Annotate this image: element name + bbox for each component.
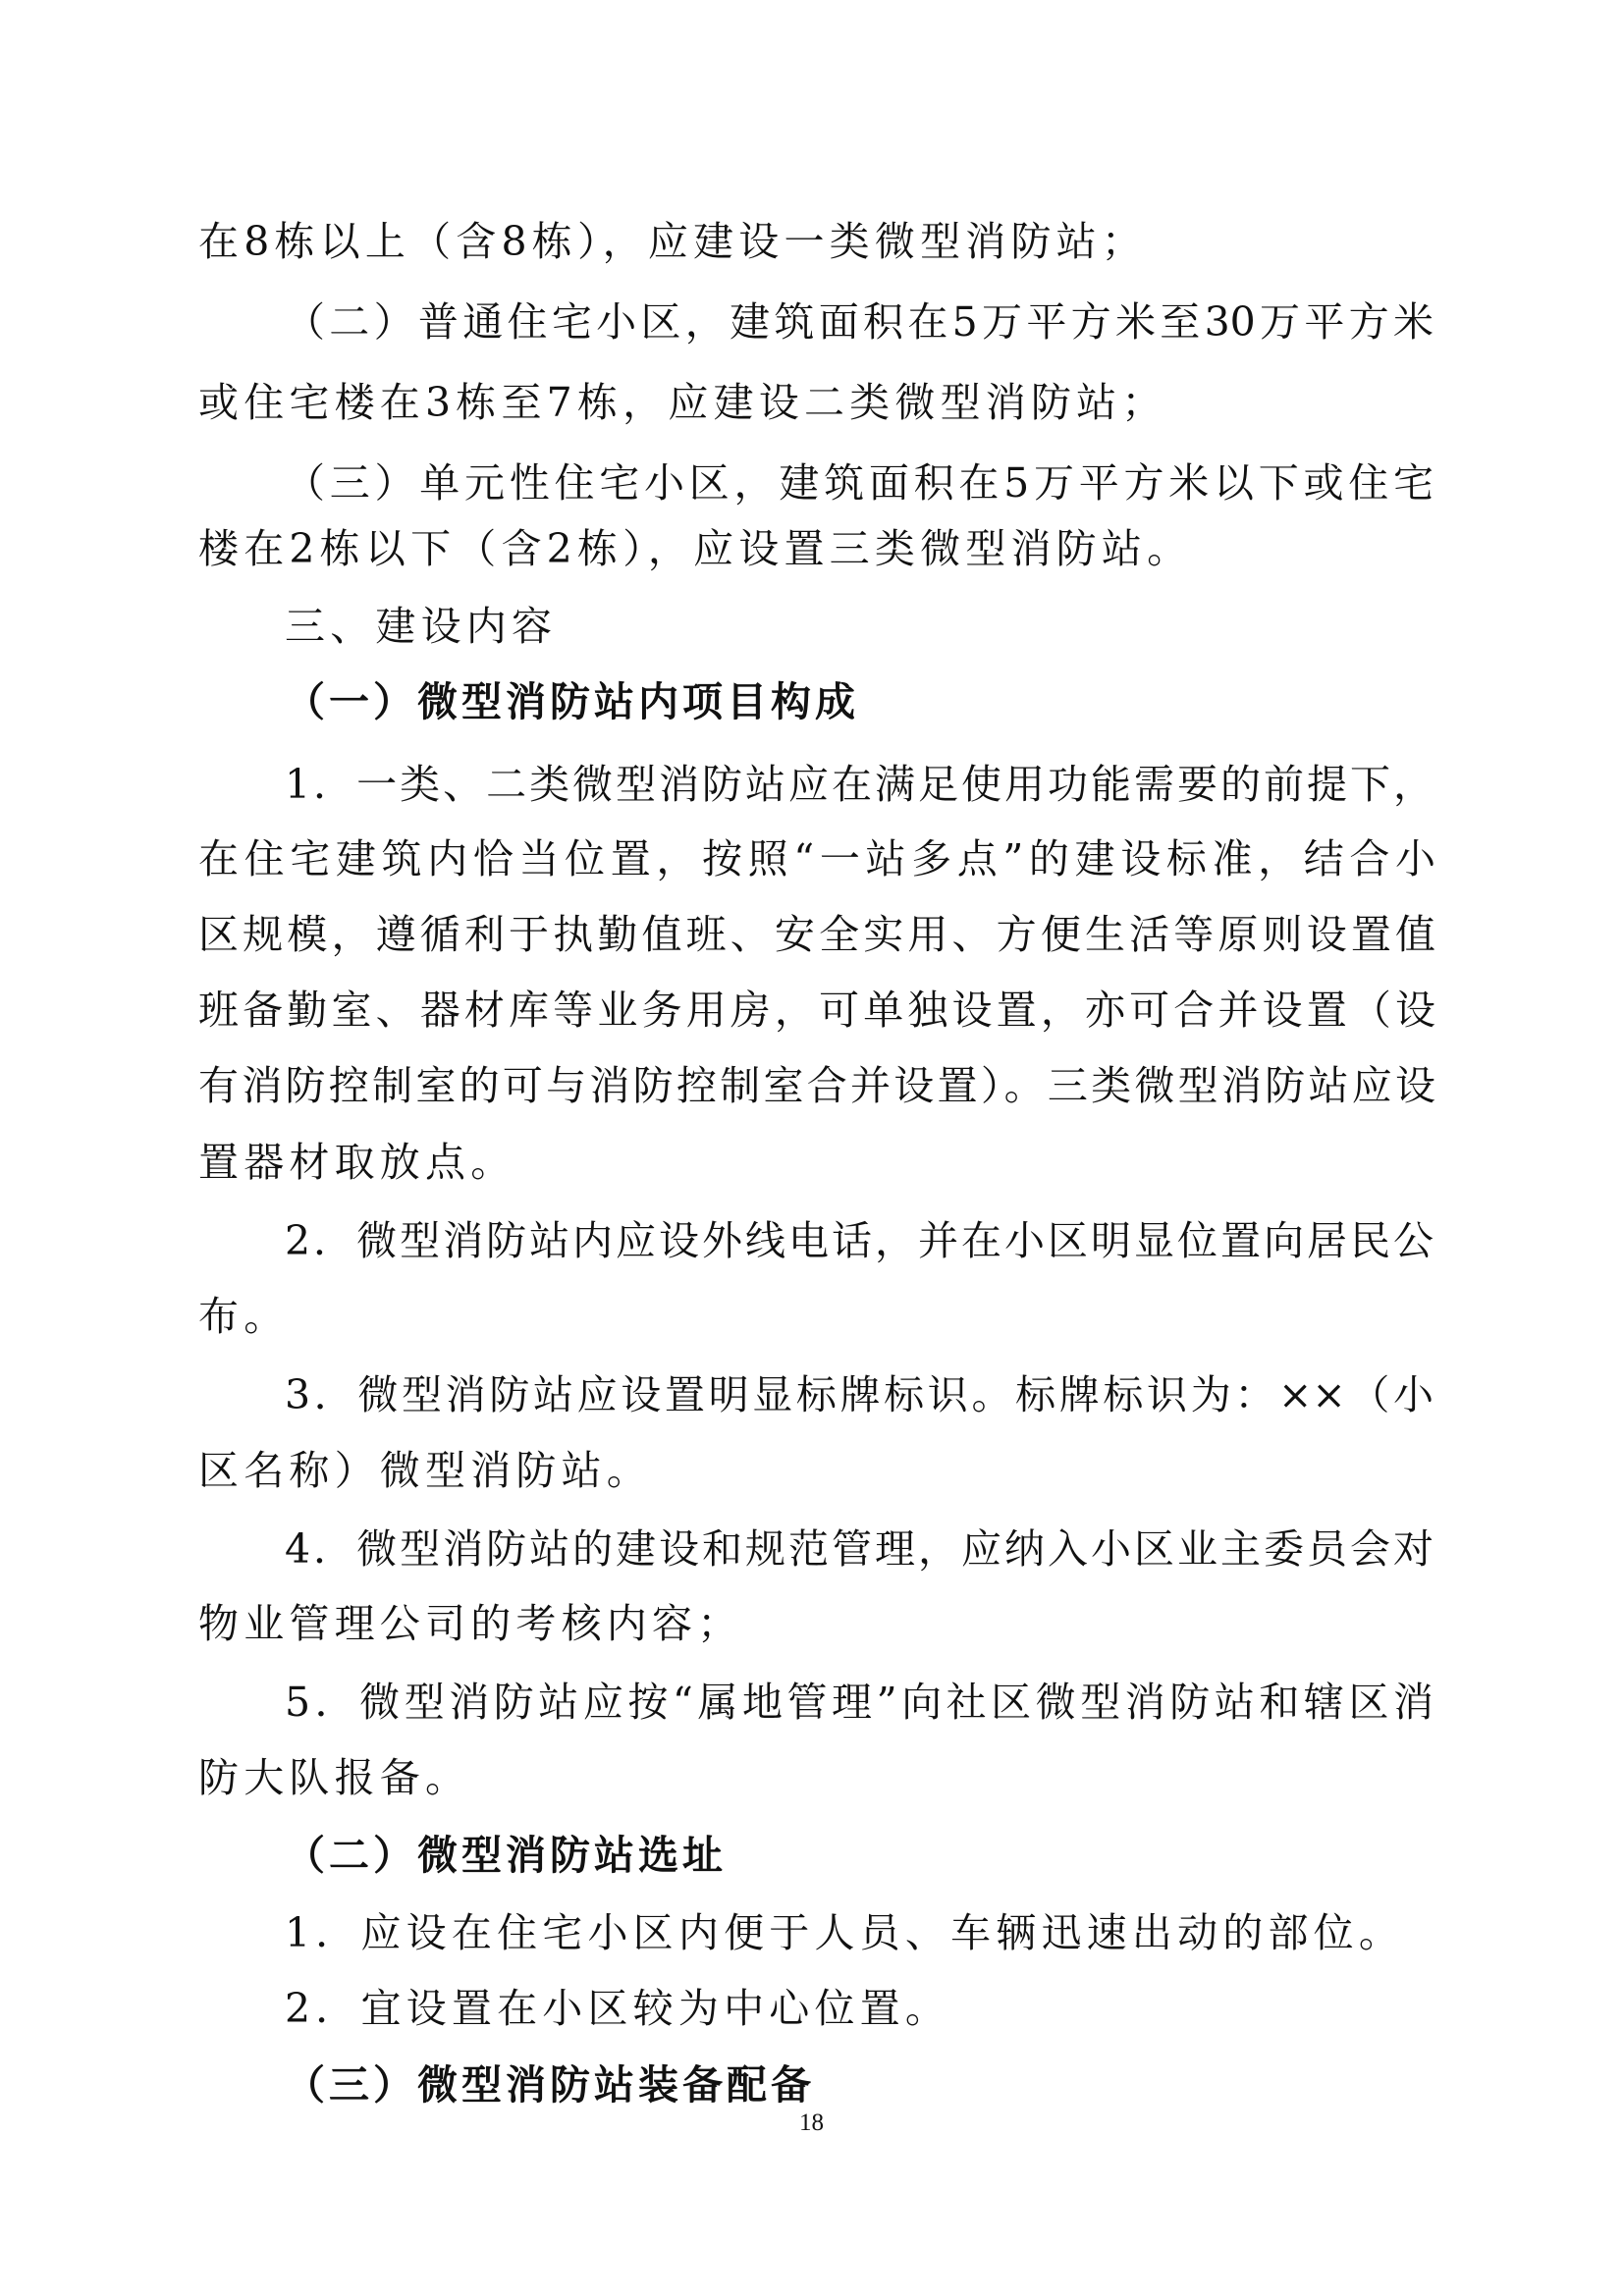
paragraph-line: 2．宜设置在小区较为中心位置。: [285, 1985, 951, 2032]
subsection-heading: （二）微型消防站选址: [285, 1832, 727, 1879]
paragraph-line: （三）单元性住宅小区，建筑面积在5万平方米以下或住宅: [285, 459, 1434, 507]
paragraph-line: 有消防控制室的可与消防控制室合并设置）。三类微型消防站应设: [198, 1062, 1435, 1109]
paragraph-line: 布。: [198, 1293, 290, 1340]
paragraph-line: 3．微型消防站应设置明显标牌标识。标牌标识为：××（小: [285, 1371, 1434, 1418]
paragraph-line: 防大队报备。: [198, 1754, 471, 1801]
page-number: 18: [799, 2109, 824, 2136]
paragraph-line: 置器材取放点。: [198, 1139, 516, 1186]
section-heading: 三、建设内容: [285, 603, 558, 650]
paragraph-line: 楼在2栋以下（含2栋），应设置三类微型消防站。: [198, 525, 1193, 572]
paragraph-line: 物业管理公司的考核内容；: [198, 1600, 743, 1647]
subsection-heading: （三）微型消防站装备配备: [285, 2061, 815, 2109]
paragraph-line: 或住宅楼在3栋至7栋，应建设二类微型消防站；: [198, 379, 1167, 426]
paragraph-line: 班备勤室、器材库等业务用房，可单独设置，亦可合并设置（设: [198, 987, 1435, 1034]
subsection-heading: （一）微型消防站内项目构成: [285, 678, 859, 725]
paragraph-line: 区名称）微型消防站。: [198, 1447, 652, 1494]
paragraph-line: 在住宅建筑内恰当位置，按照“一站多点”的建设标准，结合小: [198, 835, 1435, 882]
paragraph-line: 4．微型消防站的建设和规范管理，应纳入小区业主委员会对: [285, 1525, 1434, 1573]
paragraph-line: 区规模，遵循利于执勤值班、安全实用、方便生活等原则设置值: [198, 911, 1435, 958]
paragraph-line: （二）普通住宅小区，建筑面积在5万平方米至30万平方米: [285, 298, 1434, 346]
paragraph-line: 在8栋以上（含8栋），应建设一类微型消防站；: [198, 218, 1148, 265]
paragraph-line: 1．应设在住宅小区内便于人员、车辆迅速出动的部位。: [285, 1909, 1405, 1956]
paragraph-line: 2．微型消防站内应设外线电话，并在小区明显位置向居民公: [285, 1217, 1434, 1264]
paragraph-line: 5．微型消防站应按“属地管理”向社区微型消防站和辖区消: [285, 1679, 1434, 1726]
paragraph-line: 1．一类、二类微型消防站应在满足使用功能需要的前提下，: [285, 761, 1434, 808]
